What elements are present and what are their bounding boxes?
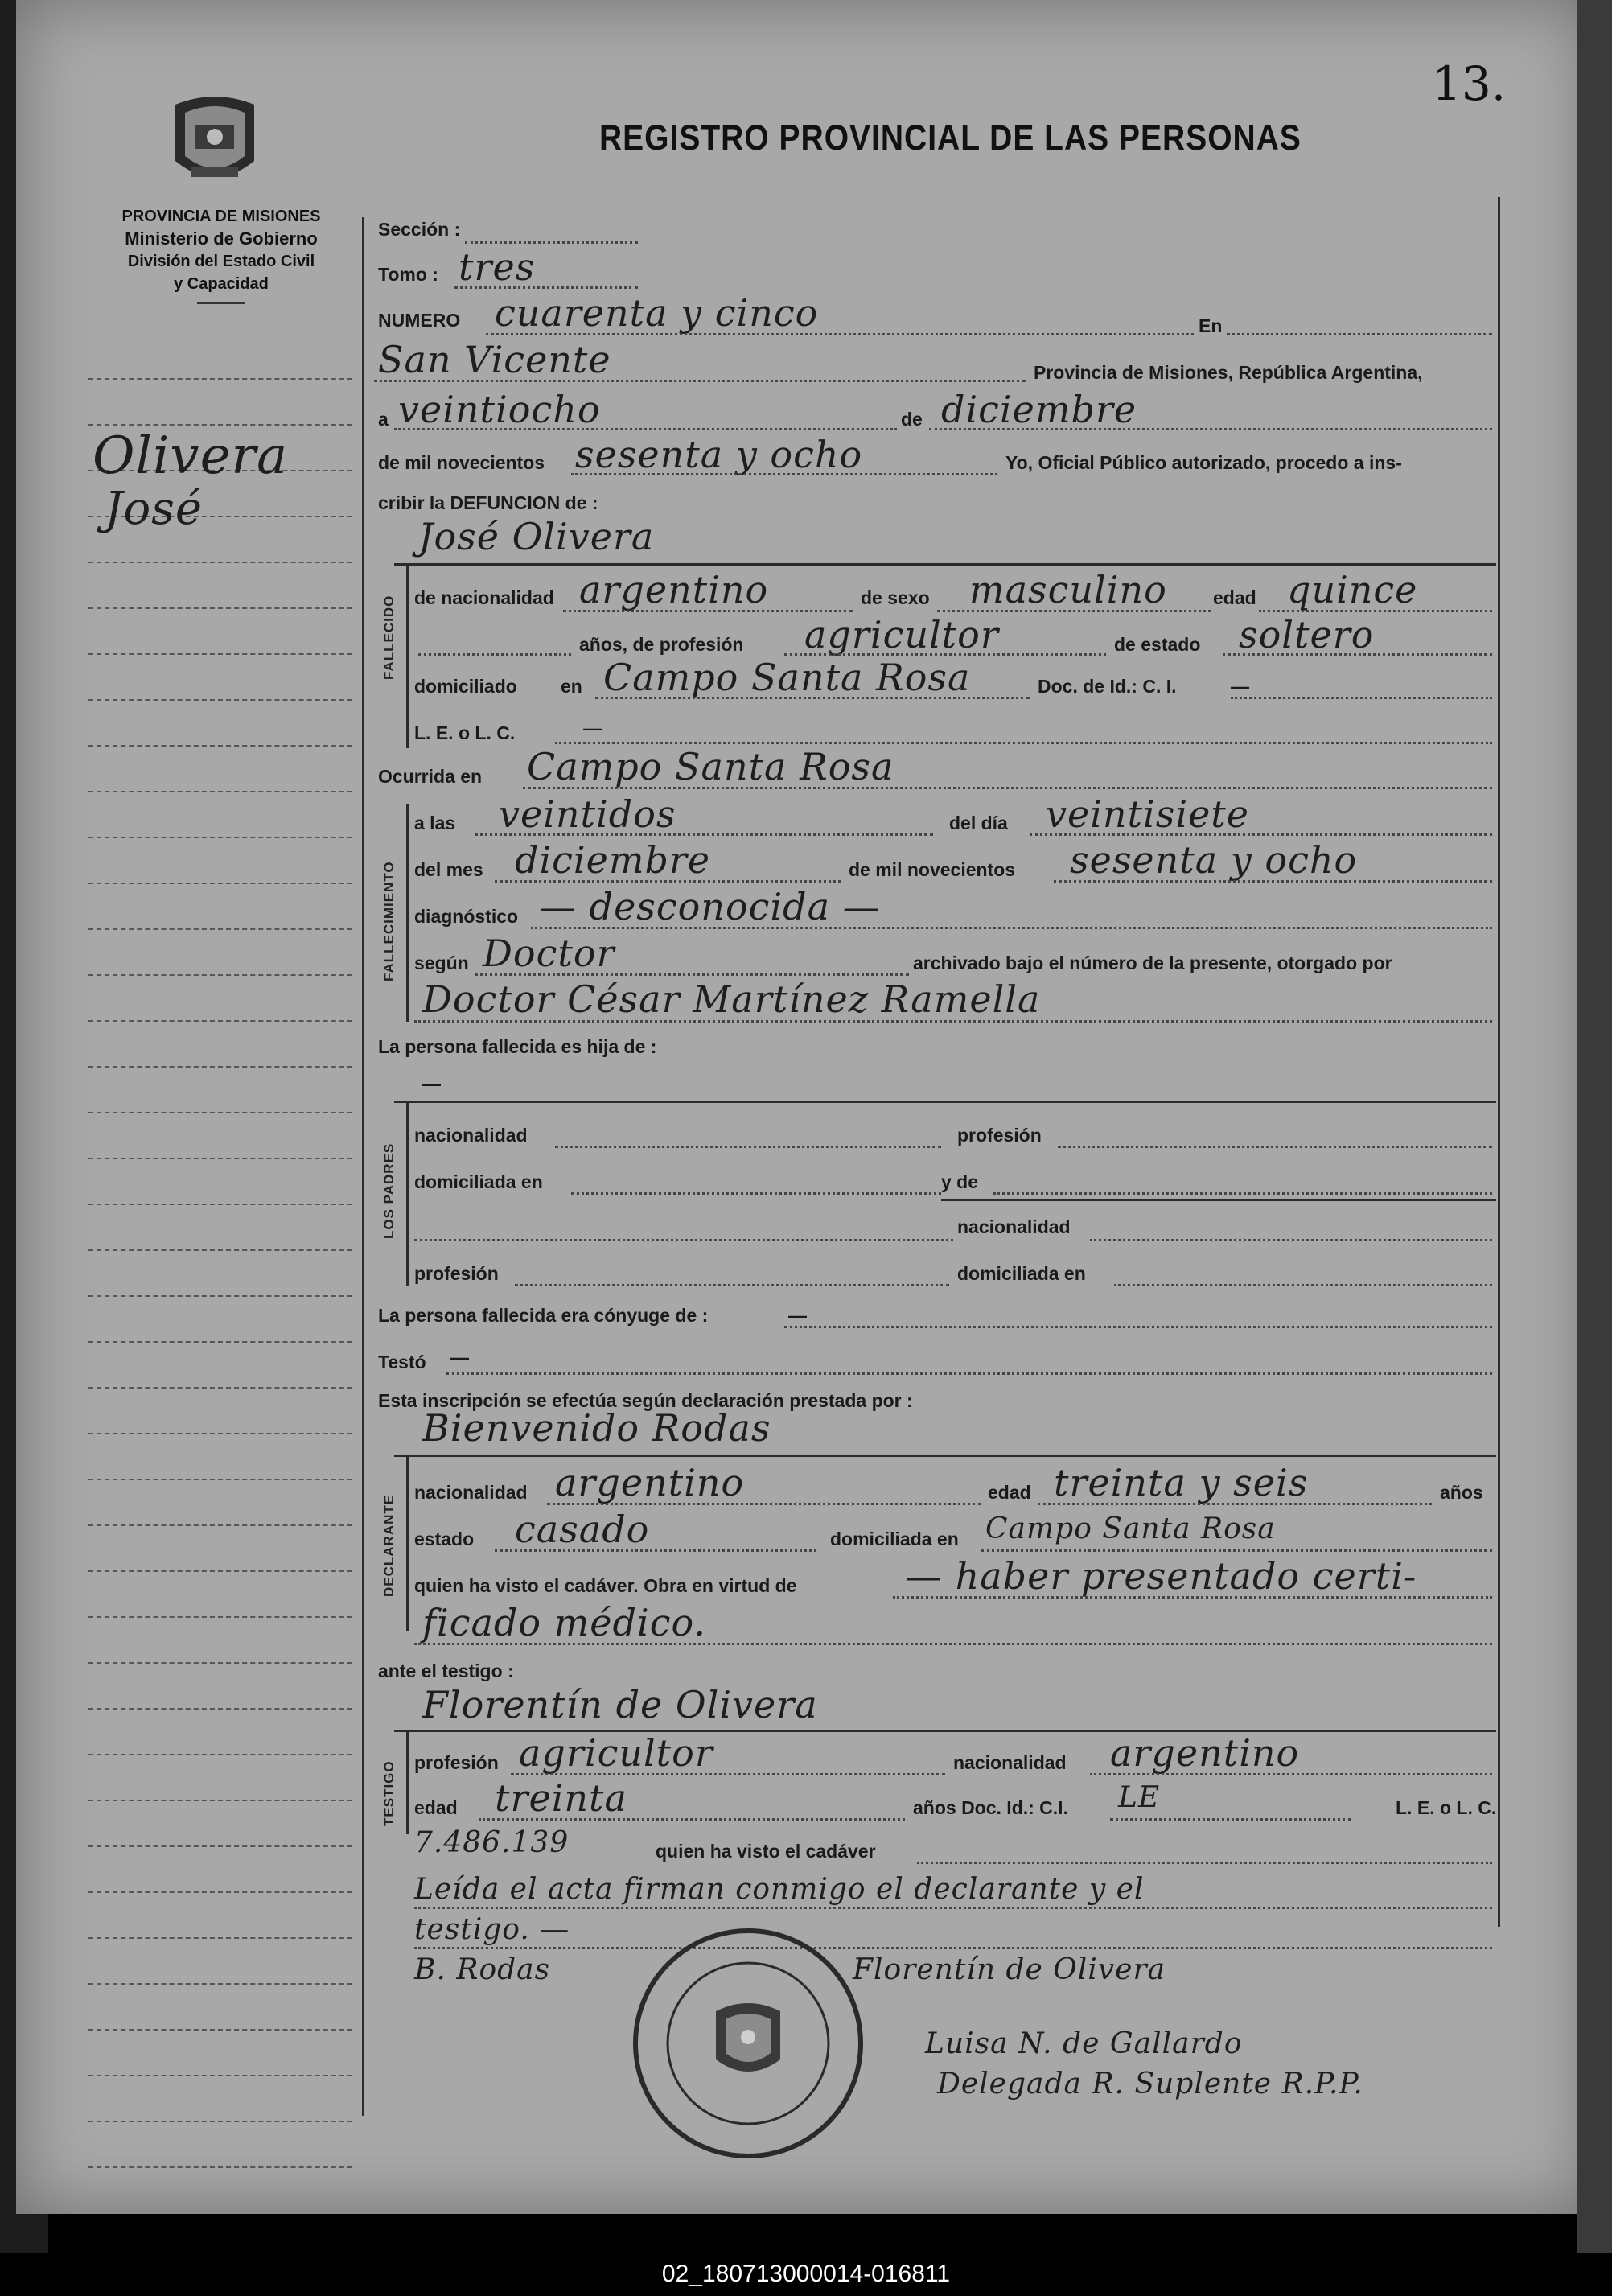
fallecido-estado: soltero: [1239, 613, 1375, 656]
margin-ruled-line: [88, 607, 352, 609]
fallecimiento-hora-line: [475, 833, 933, 836]
declarante-virtud: — haber presentado certi-: [905, 1554, 1417, 1598]
declarante-edad: treinta y seis: [1054, 1461, 1309, 1504]
virtud2-line: [414, 1643, 1492, 1645]
fallecido-edad: quince: [1287, 568, 1418, 611]
fallecido-sexo-label: de sexo: [861, 587, 930, 608]
en-line: [1227, 333, 1492, 335]
testigo-nacionalidad: argentino: [1110, 1731, 1300, 1775]
ante-label: ante el testigo :: [378, 1660, 514, 1681]
fallecido-bracket: [406, 563, 409, 748]
segun-line: [475, 973, 909, 976]
fallecido-domicilio-line: [595, 697, 1030, 699]
padres-domiciliada2-label: domiciliada en: [957, 1263, 1086, 1284]
page-title: REGISTRO PROVINCIAL DE LAS PERSONAS: [599, 117, 1302, 158]
margin-ruled-line: [88, 1616, 352, 1618]
padres-nacionalidad2-label: nacionalidad: [957, 1216, 1071, 1237]
padres-domiciliada-label: domiciliada en: [414, 1171, 543, 1192]
fallecido-profesion: agricultor: [804, 613, 999, 656]
fallecido-estado-line: [1223, 653, 1492, 656]
margin-ruled-line: [88, 837, 352, 838]
margin-ruled-line: [88, 562, 352, 563]
del-mes-label: del mes: [414, 859, 483, 880]
provincial-seal-icon: [167, 88, 262, 193]
declarante-edad-line: [1038, 1503, 1432, 1505]
declarante-edad-label: edad: [988, 1482, 1031, 1503]
margin-ruled-line: [88, 2029, 352, 2031]
margin-ruled-line: [88, 653, 352, 655]
margin-surname: Olivera: [93, 426, 289, 486]
fallecido-doc-line: [1231, 697, 1492, 699]
tomo-line: [454, 286, 638, 289]
margin-ruled-line: [88, 1754, 352, 1755]
margin-ruled-line: [88, 1800, 352, 1801]
diagnostico-line: [531, 927, 1492, 929]
padres-nacionalidad-line: [555, 1146, 941, 1148]
form-left-border: [362, 217, 364, 2116]
padre-name: —: [422, 1073, 441, 1094]
padres-bracket: [406, 1101, 409, 1286]
declarante-nacionalidad: argentino: [555, 1461, 745, 1504]
closing-line1: Leída el acta firman conmigo el declarante y el: [414, 1873, 1145, 1906]
margin-ruled-line: [88, 1158, 352, 1159]
office-divider: [197, 302, 245, 304]
signature-official-title: Delegada R. Suplente R.P.P.: [937, 2068, 1363, 2101]
fallecimiento-anio-line: [1054, 880, 1492, 883]
margin-ruled-line: [88, 1387, 352, 1389]
declarante-nacionalidad-line: [547, 1503, 981, 1505]
padres-side-label: LOS PADRES: [381, 1142, 397, 1239]
padres-profesion2-line: [515, 1284, 949, 1286]
padres-nacionalidad2-line: [1090, 1239, 1492, 1241]
seccion-line: [465, 241, 638, 244]
declarante-domiciliada-label: domiciliada en: [830, 1529, 959, 1549]
declarante-anios-label: años: [1440, 1482, 1483, 1503]
margin-ruled-line: [88, 1708, 352, 1710]
margin-given-name: José: [105, 483, 204, 535]
padres-nacionalidad-label: nacionalidad: [414, 1125, 528, 1146]
margin-ruled-line: [88, 1433, 352, 1434]
fallecido-edad-label: edad: [1213, 587, 1256, 608]
fallecimiento-lugar-line: [523, 787, 1492, 789]
declarante-estado: casado: [515, 1508, 650, 1551]
margin-ruled-line: [88, 1066, 352, 1068]
month-line: [929, 428, 1492, 430]
testigo-edad-label: edad: [414, 1797, 458, 1818]
fallecido-sexo-line: [937, 610, 1211, 612]
testigo-bracket: [406, 1730, 409, 1834]
margin-ruled-line: [88, 1204, 352, 1205]
margin-ruled-line: [88, 974, 352, 976]
month-value: diciembre: [941, 388, 1137, 431]
numero-value: cuarenta y cinco: [495, 291, 819, 335]
padres-top-rule: [394, 1101, 1496, 1103]
tomo-label: Tomo :: [378, 264, 438, 285]
fallecimiento-segun: Doctor: [483, 932, 615, 975]
margin-ruled-line: [88, 2121, 352, 2122]
padres-profesion-line: [1058, 1146, 1492, 1148]
testigo-edad-line: [479, 1818, 905, 1821]
fallecido-le-label: L. E. o L. C.: [414, 722, 516, 743]
fallecido-side-label: FALLECIDO: [381, 595, 397, 680]
oficial-text: Yo, Oficial Público autorizado, procedo a ins-: [1005, 452, 1402, 473]
testigo-doc-number: 7.486.139: [414, 1826, 570, 1859]
archivado-text: archivado bajo el número de la presente, otorgado por: [913, 953, 1392, 973]
fallecido-top-rule: [394, 563, 1496, 566]
medico-line: [414, 1020, 1492, 1023]
margin-ruled-line: [88, 424, 352, 426]
segun-label: según: [414, 953, 469, 973]
closing-line2-rule: [414, 1947, 1492, 1949]
testigo-doc-value: LE: [1118, 1781, 1161, 1814]
fallecimiento-medico: Doctor César Martínez Ramella: [422, 977, 1041, 1021]
testigo-side-label: TESTIGO: [381, 1760, 397, 1826]
margin-ruled-line: [88, 1249, 352, 1251]
del-dia-label: del día: [949, 813, 1008, 833]
margin-ruled-line: [88, 699, 352, 701]
declarante-top-rule: [394, 1455, 1496, 1457]
signature-official: Luisa N. de Gallardo: [925, 2027, 1243, 2060]
testigo-nacionalidad-label: nacionalidad: [953, 1752, 1067, 1773]
margin-ruled-line: [88, 1983, 352, 1985]
issuing-office: [80, 205, 362, 304]
margin-ruled-line: [88, 1112, 352, 1113]
declarante-virtud2: ficado médico.: [422, 1601, 706, 1644]
margin-ruled-line: [88, 745, 352, 747]
seccion-label: Sección :: [378, 219, 461, 240]
closing-line2: testigo. —: [414, 1913, 570, 1946]
testo-label: Testó: [378, 1352, 426, 1372]
testigo-le-label: L. E. o L. C.: [1396, 1797, 1497, 1818]
margin-ruled-line: [88, 791, 352, 792]
fallecido-domicilio: Campo Santa Rosa: [603, 656, 971, 699]
padres-domiciliada-line: [571, 1192, 941, 1195]
fallecido-anios-label: años, de profesión: [579, 634, 744, 655]
testigo-doc-label: años Doc. Id.: C.I.: [913, 1797, 1068, 1818]
office-province: PROVINCIA DE MISIONES: [121, 208, 321, 225]
declarante-estado-line: [495, 1549, 816, 1552]
margin-ruled-line: [88, 1524, 352, 1526]
madre-rule: [941, 1199, 1496, 1201]
margin-ruled-line: [88, 883, 352, 884]
testigo-profesion: agricultor: [519, 1731, 713, 1775]
margin-ruled-line: [88, 1662, 352, 1664]
day-line: [394, 428, 897, 430]
conyuge-line: [784, 1326, 1492, 1328]
tomo-value: tres: [459, 245, 536, 289]
en-label: En: [1199, 315, 1223, 336]
margin-ruled-line: [88, 1479, 352, 1480]
fallecido-domiciliado-label: domiciliado: [414, 676, 517, 697]
fallecido-doc-label: Doc. de Id.: C. I.: [1038, 676, 1177, 697]
a-label: a: [378, 409, 389, 430]
testigo-nacionalidad-line: [1090, 1773, 1492, 1775]
madre-name-line: [414, 1239, 953, 1241]
office-division: División del Estado Civil: [127, 253, 315, 270]
declarante-domicilio: Campo Santa Rosa: [985, 1512, 1276, 1545]
signature-declarante: B. Rodas: [414, 1953, 551, 1986]
padres-profesion-label: profesión: [957, 1125, 1042, 1146]
fallecimiento-hora: veintidos: [499, 792, 676, 836]
numero-label: NUMERO: [378, 310, 461, 331]
year-value: sesenta y ocho: [575, 433, 863, 476]
ocurrida-label: Ocurrida en: [378, 766, 483, 787]
cadaver-text: quien ha visto el cadáver. Obra en virtud de: [414, 1575, 797, 1596]
conyuge-value: —: [788, 1305, 807, 1326]
testo-line: [446, 1372, 1492, 1375]
office-capacity: y Capacidad: [174, 275, 269, 293]
margin-ruled-line: [88, 1020, 352, 1022]
declarante-estado-label: estado: [414, 1529, 475, 1549]
y-de-label: y de: [941, 1171, 979, 1192]
margin-ruled-line: [88, 1845, 352, 1847]
provincia-text: Provincia de Misiones, República Argentina,: [1034, 362, 1423, 383]
fallecido-domiciliado-en: en: [561, 676, 582, 697]
fallecimiento-dia-line: [1030, 833, 1492, 836]
fallecido-nacionalidad-line: [563, 610, 853, 612]
margin-ruled-line: [88, 1891, 352, 1893]
testigo-doc-line: [1110, 1818, 1351, 1821]
margin-ruled-line: [88, 2075, 352, 2076]
day-value: veintiocho: [398, 388, 601, 431]
place-value: San Vicente: [378, 338, 611, 381]
fallecido-le-line: [555, 742, 1492, 744]
a-las-label: a las: [414, 813, 456, 833]
y-de-line: [993, 1192, 1492, 1195]
virtud-line: [893, 1596, 1492, 1599]
fallecimiento-dia: veintisiete: [1046, 792, 1249, 836]
fallecido-sexo: masculino: [969, 568, 1167, 611]
declarante-nacionalidad-label: nacionalidad: [414, 1482, 528, 1503]
fallecimiento-diagnostico: — desconocida —: [539, 885, 881, 928]
hija-text: La persona fallecida es hija de :: [378, 1036, 657, 1057]
de-label: de: [901, 409, 923, 430]
margin-ruled-line: [88, 378, 352, 380]
inscribir-text: cribir la DEFUNCION de :: [378, 492, 598, 513]
margin-ruled-line: [88, 1937, 352, 1939]
fallecido-blank-line: [418, 653, 571, 656]
fallecido-name: José Olivera: [418, 515, 655, 558]
testigo-name: Florentín de Olivera: [422, 1683, 818, 1726]
padres-domiciliada2-line: [1114, 1284, 1492, 1286]
margin-ruled-line: [88, 1295, 352, 1297]
fallecido-nacionalidad-label: de nacionalidad: [414, 587, 554, 608]
signature-testigo: Florentín de Olivera: [853, 1953, 1166, 1986]
margin-ruled-line: [88, 2166, 352, 2168]
fallecido-estado-label: de estado: [1114, 634, 1201, 655]
visto-text: quien ha visto el cadáver: [656, 1841, 876, 1862]
diagnostico-label: diagnóstico: [414, 906, 519, 927]
margin-ruled-line: [88, 928, 352, 930]
testigo-edad: treinta: [495, 1776, 627, 1820]
fallecido-nacionalidad: argentino: [579, 568, 769, 611]
official-stamp-icon: [627, 1923, 869, 2164]
fallecimiento-anio: sesenta y ocho: [1070, 838, 1358, 882]
fallecimiento-lugar: Campo Santa Rosa: [527, 745, 894, 788]
fallecimiento-mil-label: de mil novecientos: [849, 859, 1016, 880]
year-line: [571, 473, 997, 475]
book-edge: [1577, 0, 1612, 2253]
testigo-profesion-label: profesión: [414, 1752, 499, 1773]
padres-profesion2-label: profesión: [414, 1263, 499, 1284]
declaracion-text: Esta inscripción se efectúa según declaración prestada por :: [378, 1390, 913, 1411]
footer-code: 02_180713000014-016811: [0, 2253, 1612, 2296]
testo-value: —: [450, 1347, 469, 1368]
declarante-domicilio-line: [981, 1549, 1492, 1552]
fallecimiento-mes: diciembre: [515, 838, 711, 882]
conyuge-text: La persona fallecida era cónyuge de :: [378, 1305, 709, 1326]
fallecimiento-side-label: FALLECIMIENTO: [381, 861, 397, 981]
page-number: 13.: [1432, 56, 1507, 111]
mil-label: de mil novecientos: [378, 452, 545, 473]
place-line: [374, 380, 1026, 382]
declarante-side-label: DECLARANTE: [381, 1494, 397, 1597]
testigo-profesion-line: [511, 1773, 945, 1775]
closing-line1-rule: [414, 1907, 1492, 1909]
fallecido-doc-value: —: [1231, 676, 1249, 697]
fallecimiento-mes-line: [495, 880, 841, 883]
fallecimiento-bracket: [406, 804, 409, 1022]
margin-ruled-line: [88, 1570, 352, 1572]
form-right-border: [1498, 197, 1500, 1927]
declarante-bracket: [406, 1455, 409, 1631]
declarante-name: Bienvenido Rodas: [422, 1406, 771, 1450]
margin-ruled-line: [88, 1341, 352, 1343]
fallecido-le-value: —: [583, 718, 602, 739]
fallecido-edad-line: [1259, 610, 1492, 612]
office-ministry: Ministerio de Gobierno: [125, 228, 318, 249]
visto-line: [917, 1862, 1492, 1864]
numero-line: [486, 333, 1194, 335]
